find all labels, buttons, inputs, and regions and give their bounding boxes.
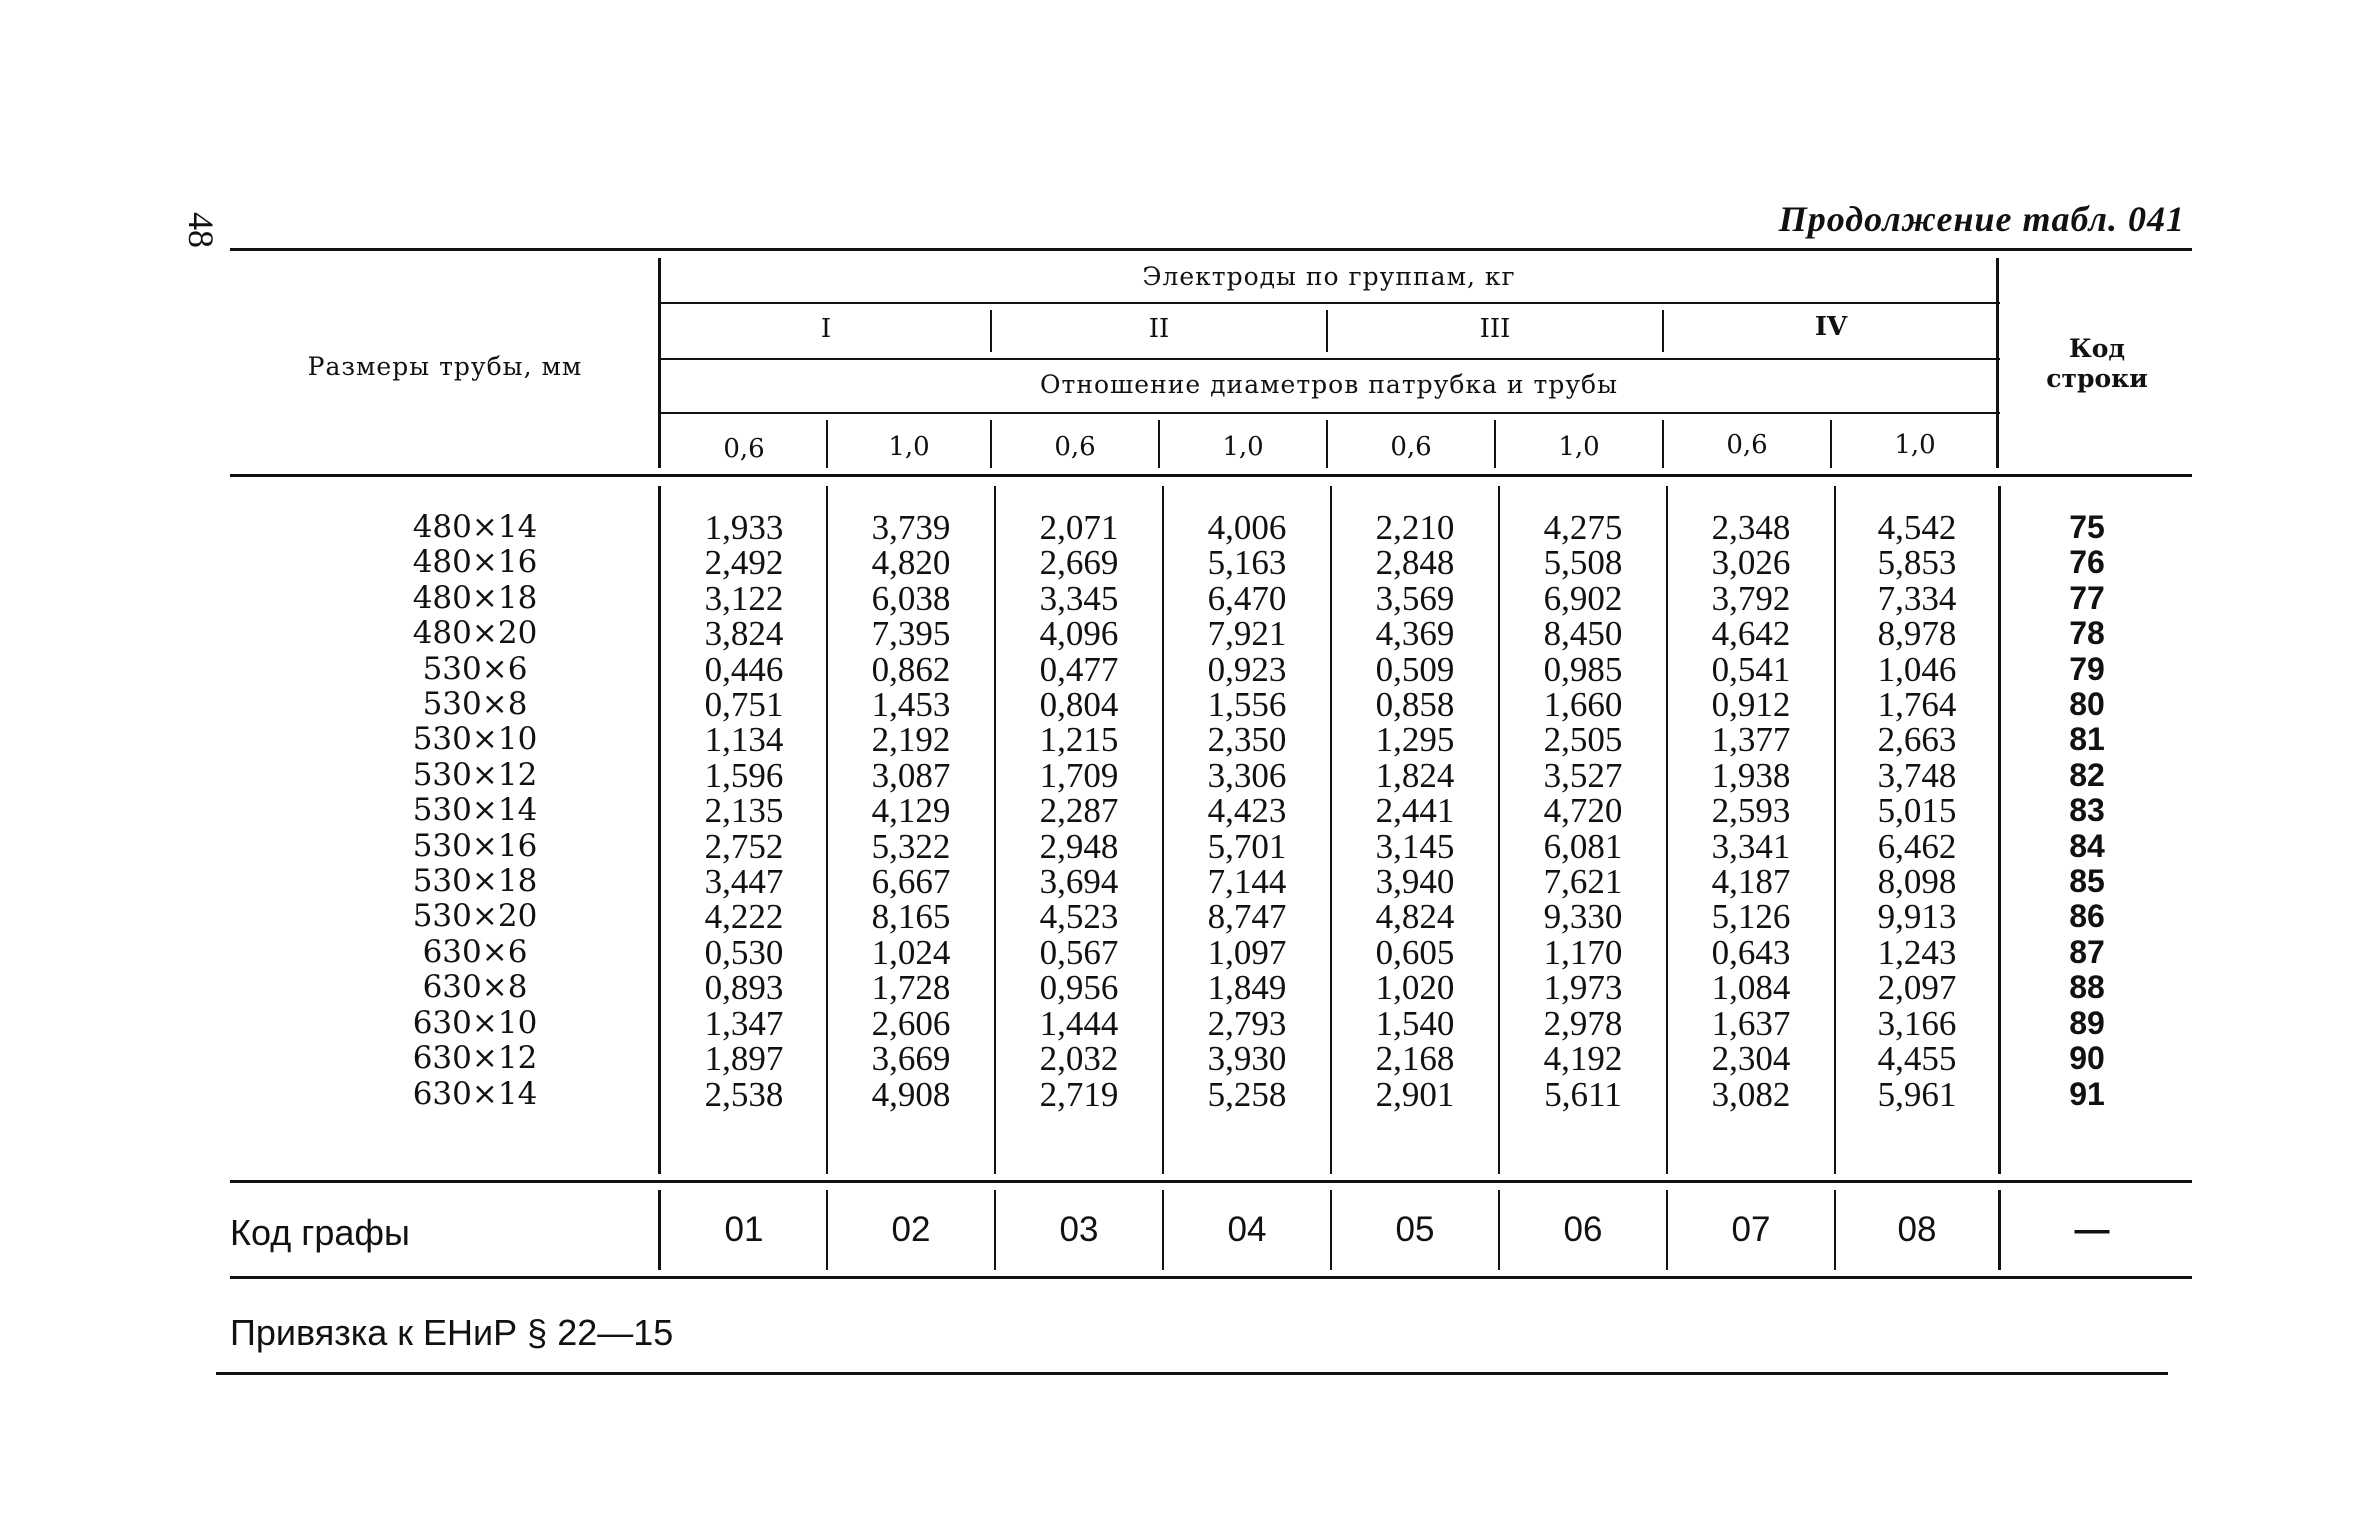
pipe-size-cell-2: 480×16 [412, 544, 538, 581]
value-cell-c5-12: 4,824 [1375, 897, 1455, 937]
column-code-01: 01 [724, 1210, 764, 1249]
value-cell-c7-5: 0,541 [1711, 649, 1791, 689]
pipe-size-cell-14: 630×8 [422, 969, 528, 1006]
value-cell-c3-8: 1,709 [1039, 755, 1119, 795]
column-code-label: Код графы [230, 1212, 410, 1253]
value-cell-c6-9: 4,720 [1543, 791, 1623, 831]
ratio-col-8: 1,0 [1894, 430, 1936, 460]
value-cell-c6-2: 5,508 [1543, 543, 1623, 583]
column-code-03: 03 [1059, 1210, 1099, 1249]
value-cell-c1-4: 3,824 [704, 614, 784, 654]
data-column-06 [1500, 510, 1666, 1112]
value-cell-c8-12: 9,913 [1877, 897, 1957, 937]
pipe-size-cell-6: 530×8 [422, 686, 528, 723]
table-continuation-title: Продолжение табл. 041 [1778, 199, 2185, 239]
value-cell-c8-9: 5,015 [1877, 791, 1957, 831]
ratio-col-4: 1,0 [1222, 432, 1264, 462]
electrodes-rule [660, 302, 2000, 304]
value-cell-c7-17: 3,082 [1711, 1074, 1791, 1114]
value-cell-c1-2: 2,492 [704, 543, 784, 583]
value-cell-c4-16: 3,930 [1207, 1039, 1287, 1079]
foot-vline-0 [658, 1190, 661, 1270]
value-cell-c6-5: 0,985 [1543, 649, 1623, 689]
value-cell-c8-14: 2,097 [1877, 968, 1957, 1008]
row-code-cell-1: 75 [2069, 509, 2105, 545]
row-code-header-line2: строки [2046, 364, 2148, 393]
value-cell-c8-6: 1,764 [1877, 685, 1957, 725]
body-bottom-rule [230, 1180, 2192, 1183]
value-cell-c1-11: 3,447 [704, 862, 784, 902]
value-cell-c7-7: 1,377 [1711, 720, 1791, 760]
data-column-03 [996, 510, 1162, 1112]
value-cell-c4-5: 0,923 [1207, 649, 1287, 689]
diameter-ratio-header: Отношение диаметров патрубка и трубы [1040, 370, 1618, 399]
value-cell-c7-2: 3,026 [1711, 543, 1791, 583]
value-cell-c3-4: 4,096 [1039, 614, 1119, 654]
pipe-size-cell-3: 480×18 [412, 579, 538, 616]
group-I: I [820, 314, 832, 344]
value-cell-c5-10: 3,145 [1375, 826, 1455, 866]
value-cell-c6-3: 6,902 [1543, 578, 1623, 618]
value-cell-c5-11: 3,940 [1375, 862, 1455, 902]
value-cell-c7-8: 1,938 [1711, 755, 1791, 795]
column-code-05: 05 [1395, 1210, 1435, 1249]
row-code-header [2002, 334, 2192, 394]
foot-vline-8 [1998, 1190, 2001, 1270]
value-cell-c3-14: 0,956 [1039, 968, 1119, 1008]
value-cell-c8-1: 4,542 [1877, 508, 1957, 547]
value-cell-c8-5: 1,046 [1877, 649, 1957, 689]
value-cell-c4-7: 2,350 [1207, 720, 1287, 760]
value-cell-c3-2: 2,669 [1039, 543, 1119, 583]
value-cell-c6-12: 9,330 [1543, 897, 1623, 937]
value-cell-c6-8: 3,527 [1543, 755, 1623, 795]
pipe-size-cell-10: 530×16 [412, 827, 538, 864]
pipe-size-cell-12: 530×20 [412, 898, 538, 935]
value-cell-c8-3: 7,334 [1877, 578, 1957, 618]
value-cell-c2-14: 1,728 [871, 968, 951, 1008]
ratio-rule [660, 412, 2000, 414]
row-code-cell-10: 84 [2069, 827, 2105, 864]
data-column-02 [828, 510, 994, 1112]
value-cell-c3-10: 2,948 [1039, 826, 1119, 866]
header-bottom-rule [230, 474, 2192, 477]
value-cell-c8-15: 3,166 [1877, 1003, 1957, 1043]
value-cell-c5-16: 2,168 [1375, 1039, 1455, 1079]
value-cell-c5-6: 0,858 [1375, 685, 1455, 725]
value-cell-c4-3: 6,470 [1207, 578, 1287, 618]
value-cell-c6-15: 2,978 [1543, 1003, 1623, 1043]
value-cell-c4-13: 1,097 [1207, 932, 1287, 972]
value-cell-c1-5: 0,446 [704, 649, 784, 689]
value-cell-c6-11: 7,621 [1543, 862, 1623, 902]
row-code-cell-2: 76 [2069, 544, 2105, 581]
ratio-col-7: 0,6 [1726, 430, 1768, 460]
value-cell-c1-9: 2,135 [704, 791, 784, 831]
group-IV: IV [1814, 312, 1848, 342]
groups-rule [660, 358, 2000, 360]
value-cell-c4-6: 1,556 [1207, 685, 1287, 725]
value-cell-c6-17: 5,611 [1544, 1074, 1622, 1114]
row-code-cell-3: 77 [2069, 579, 2105, 616]
value-cell-c7-13: 0,643 [1711, 932, 1791, 972]
value-cell-c2-8: 3,087 [871, 755, 951, 795]
value-cell-c3-9: 2,287 [1039, 791, 1119, 831]
value-cell-c3-3: 3,345 [1039, 578, 1119, 618]
value-cell-c2-7: 2,192 [871, 720, 951, 760]
electrodes-header: Электроды по группам, кг [1142, 262, 1516, 291]
body-vline-8 [1998, 486, 2001, 1174]
ratio-col-5: 0,6 [1390, 432, 1432, 462]
value-cell-c3-1: 2,071 [1039, 508, 1119, 547]
value-cell-c1-3: 3,122 [704, 578, 784, 618]
page-number: 48 [181, 212, 221, 248]
value-cell-c1-6: 0,751 [704, 685, 784, 725]
value-cell-c4-1: 4,006 [1207, 508, 1287, 547]
value-cell-c2-4: 7,395 [871, 614, 951, 654]
value-cell-c5-3: 3,569 [1375, 578, 1455, 618]
row-code-cell-4: 78 [2069, 615, 2105, 652]
value-cell-c5-7: 1,295 [1375, 720, 1455, 760]
value-cell-c8-7: 2,663 [1877, 720, 1957, 760]
row-code-cell-17: 91 [2069, 1075, 2105, 1112]
ratio-col-2: 1,0 [888, 432, 930, 462]
value-cell-c3-13: 0,567 [1039, 932, 1119, 972]
pipe-sizes-column [360, 510, 590, 1112]
value-cell-c3-6: 0,804 [1039, 685, 1119, 725]
value-cell-c2-13: 1,024 [871, 932, 951, 972]
column-code-07: 07 [1731, 1210, 1771, 1249]
ratio-col-1: 0,6 [723, 434, 765, 464]
value-cell-c8-16: 4,455 [1877, 1039, 1957, 1079]
value-cell-c7-1: 2,348 [1711, 508, 1791, 547]
value-cell-c7-16: 2,304 [1711, 1039, 1791, 1079]
value-cell-c5-4: 4,369 [1375, 614, 1455, 654]
value-cell-c7-9: 2,593 [1711, 791, 1791, 831]
column-code-08: 08 [1897, 1210, 1937, 1249]
row-code-cell-5: 79 [2069, 650, 2105, 687]
value-cell-c7-15: 1,637 [1711, 1003, 1791, 1043]
row-code-cell-9: 83 [2069, 792, 2105, 829]
value-cell-c1-13: 0,530 [704, 932, 784, 972]
column-code-dash: — [2074, 1210, 2110, 1249]
value-cell-c2-2: 4,820 [871, 543, 951, 583]
data-column-05 [1332, 510, 1498, 1112]
value-cell-c8-13: 1,243 [1877, 932, 1957, 972]
value-cell-c4-4: 7,921 [1207, 614, 1287, 654]
value-cell-c3-17: 2,719 [1039, 1074, 1119, 1114]
value-cell-c4-8: 3,306 [1207, 755, 1287, 795]
value-cell-c2-5: 0,862 [871, 649, 951, 689]
value-cell-c8-17: 5,961 [1877, 1074, 1957, 1114]
value-cell-c7-10: 3,341 [1711, 826, 1791, 866]
pipe-size-cell-7: 530×10 [412, 721, 538, 758]
value-cell-c7-3: 3,792 [1711, 578, 1791, 618]
value-cell-c8-4: 8,978 [1877, 614, 1957, 654]
body-vline-0 [658, 486, 661, 1174]
enir-reference: Привязка к ЕНиР § 22—15 [230, 1312, 674, 1353]
value-cell-c5-1: 2,210 [1375, 508, 1455, 547]
value-cell-c4-17: 5,258 [1207, 1074, 1287, 1114]
value-cell-c6-14: 1,973 [1543, 968, 1623, 1008]
row-code-cell-11: 85 [2069, 863, 2105, 900]
value-cell-c2-10: 5,322 [871, 826, 951, 866]
row-code-header-line1: Код [2068, 334, 2126, 363]
value-cell-c4-14: 1,849 [1207, 968, 1287, 1008]
pipe-size-cell-4: 480×20 [412, 615, 538, 652]
header-vline-left [658, 258, 661, 468]
row-code-cell-8: 82 [2069, 756, 2105, 793]
value-cell-c7-4: 4,642 [1711, 614, 1791, 654]
group-III: III [1479, 314, 1511, 344]
row-code-cell-7: 81 [2069, 721, 2105, 758]
value-cell-c4-11: 7,144 [1207, 862, 1287, 902]
value-cell-c5-2: 2,848 [1375, 543, 1455, 583]
value-cell-c4-2: 5,163 [1207, 543, 1287, 583]
value-cell-c6-6: 1,660 [1543, 685, 1623, 725]
value-cell-c6-16: 4,192 [1543, 1039, 1623, 1079]
value-cell-c3-5: 0,477 [1039, 649, 1119, 689]
value-cell-c7-12: 5,126 [1711, 897, 1791, 937]
value-cell-c5-8: 1,824 [1375, 755, 1455, 795]
value-cell-c1-10: 2,752 [704, 826, 784, 866]
top-rule [230, 248, 2192, 251]
column-code-02: 02 [891, 1210, 931, 1249]
row-code-cell-15: 89 [2069, 1004, 2105, 1041]
pipe-size-header: Размеры трубы, мм [307, 352, 583, 381]
value-cell-c5-15: 1,540 [1375, 1003, 1455, 1043]
value-cell-c2-16: 3,669 [871, 1039, 951, 1079]
value-cell-c1-15: 1,347 [704, 1003, 784, 1043]
pipe-size-cell-16: 630×12 [412, 1040, 538, 1077]
value-cell-c5-9: 2,441 [1375, 791, 1455, 831]
value-cell-c3-15: 1,444 [1039, 1003, 1119, 1043]
value-cell-c1-12: 4,222 [704, 897, 784, 937]
value-cell-c4-10: 5,701 [1207, 826, 1287, 866]
ratio-col-6: 1,0 [1558, 432, 1600, 462]
row-code-cell-16: 90 [2069, 1040, 2105, 1077]
row-code-cell-12: 86 [2069, 898, 2105, 935]
value-cell-c5-13: 0,605 [1375, 932, 1455, 972]
pipe-size-cell-17: 630×14 [412, 1075, 538, 1112]
reference-rule [216, 1372, 2168, 1375]
row-code-cell-6: 80 [2069, 686, 2105, 723]
value-cell-c7-6: 0,912 [1711, 685, 1791, 725]
data-column-07 [1668, 510, 1834, 1112]
value-cell-c2-15: 2,606 [871, 1003, 951, 1043]
value-cell-c3-16: 2,032 [1039, 1039, 1119, 1079]
ratio-col-3: 0,6 [1054, 432, 1096, 462]
value-cell-c3-11: 3,694 [1039, 862, 1119, 902]
value-cell-c2-11: 6,667 [871, 862, 951, 902]
column-code-06: 06 [1563, 1210, 1603, 1249]
value-cell-c4-12: 8,747 [1207, 897, 1287, 937]
value-cell-c8-10: 6,462 [1877, 826, 1957, 866]
value-cell-c8-2: 5,853 [1877, 543, 1957, 583]
value-cell-c2-9: 4,129 [871, 791, 951, 831]
pipe-size-cell-13: 630×6 [422, 933, 528, 970]
pipe-size-cell-9: 530×14 [412, 792, 538, 829]
value-cell-c8-8: 3,748 [1877, 755, 1957, 795]
column-code-04: 04 [1227, 1210, 1267, 1249]
value-cell-c2-17: 4,908 [871, 1074, 951, 1114]
value-cell-c1-14: 0,893 [704, 968, 784, 1008]
row-code-cell-14: 88 [2069, 969, 2105, 1006]
value-cell-c1-7: 1,134 [704, 720, 784, 760]
data-column-01 [662, 510, 826, 1112]
pipe-size-cell-15: 630×10 [412, 1004, 538, 1041]
pipe-size-cell-1: 480×14 [412, 509, 538, 545]
pipe-size-cell-5: 530×6 [422, 650, 528, 687]
value-cell-c5-14: 1,020 [1375, 968, 1455, 1008]
value-cell-c1-16: 1,897 [704, 1039, 784, 1079]
pipe-size-cell-11: 530×18 [412, 863, 538, 900]
value-cell-c6-13: 1,170 [1543, 932, 1623, 972]
value-cell-c7-11: 4,187 [1711, 862, 1791, 902]
value-cell-c7-14: 1,084 [1711, 968, 1791, 1008]
data-column-08 [1836, 510, 1998, 1112]
value-cell-c1-8: 1,596 [704, 755, 784, 795]
value-cell-c3-12: 4,523 [1039, 897, 1119, 937]
value-cell-c1-17: 2,538 [704, 1074, 784, 1114]
value-cell-c8-11: 8,098 [1877, 862, 1957, 902]
value-cell-c3-7: 1,215 [1039, 720, 1119, 760]
row-code-cell-13: 87 [2069, 933, 2105, 970]
value-cell-c2-1: 3,739 [871, 508, 951, 547]
group-II: II [1148, 314, 1170, 344]
pipe-size-cell-8: 530×12 [412, 756, 538, 793]
value-cell-c5-5: 0,509 [1375, 649, 1455, 689]
footer-bottom-rule [230, 1276, 2192, 1279]
value-cell-c6-4: 8,450 [1543, 614, 1623, 654]
value-cell-c5-17: 2,901 [1375, 1074, 1455, 1114]
data-column-04 [1164, 510, 1330, 1112]
value-cell-c4-9: 4,423 [1207, 791, 1287, 831]
value-cell-c2-3: 6,038 [871, 578, 951, 618]
value-cell-c4-15: 2,793 [1207, 1003, 1287, 1043]
value-cell-c2-12: 8,165 [871, 897, 951, 937]
value-cell-c6-1: 4,275 [1543, 508, 1623, 547]
value-cell-c6-10: 6,081 [1543, 826, 1623, 866]
value-cell-c6-7: 2,505 [1543, 720, 1623, 760]
value-cell-c1-1: 1,933 [704, 508, 784, 547]
row-codes-column [2002, 510, 2172, 1112]
value-cell-c2-6: 1,453 [871, 685, 951, 725]
